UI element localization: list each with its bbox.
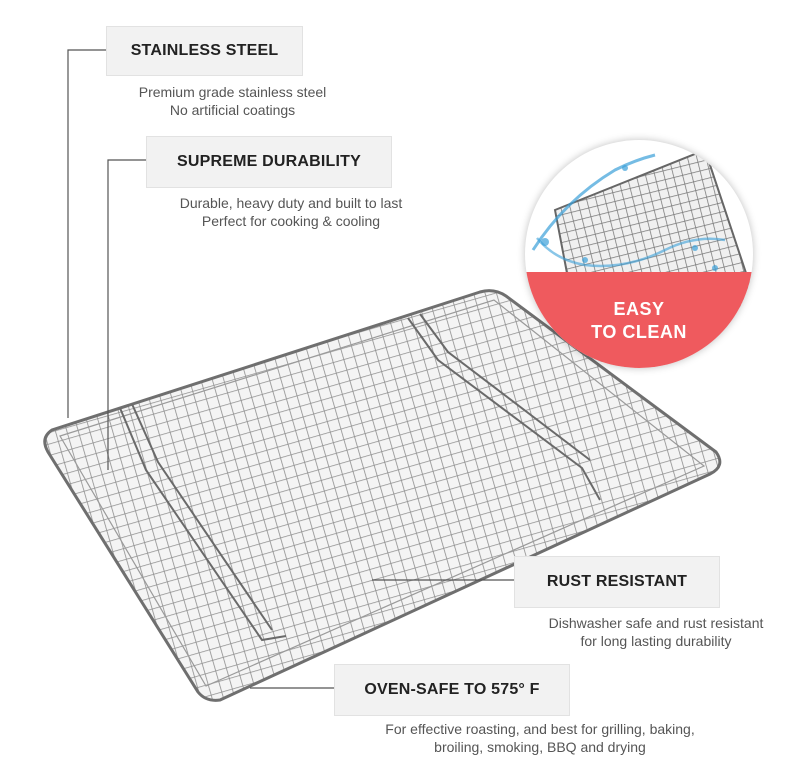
rust-resistant-label xyxy=(514,556,720,608)
badge-line1: EASY xyxy=(613,299,665,319)
rust-resistant-desc xyxy=(528,614,784,650)
supreme-durability-label xyxy=(146,136,392,188)
rust-resistant-line2: for long lasting durability xyxy=(580,633,732,649)
supreme-durability-line1: Durable, heavy duty and built to last xyxy=(179,195,403,211)
easy-to-clean-badge xyxy=(525,140,753,368)
badge-line2: TO CLEAN xyxy=(591,322,687,342)
rust-resistant-line1: Dishwasher safe and rust resistant xyxy=(548,615,764,631)
stainless-steel-title: STAINLESS STEEL xyxy=(130,42,279,59)
stainless-steel-line2: No artificial coatings xyxy=(169,102,296,118)
stainless-steel-desc xyxy=(110,83,355,119)
supreme-durability-desc xyxy=(160,194,422,230)
supreme-durability-title: SUPREME DURABILITY xyxy=(176,153,362,170)
oven-safe-line2: broiling, smoking, BBQ and drying xyxy=(434,739,646,755)
badge-text xyxy=(525,298,753,344)
oven-safe-label xyxy=(334,664,570,716)
rust-resistant-title: RUST RESISTANT xyxy=(546,573,688,590)
oven-safe-title: OVEN-SAFE TO 575° F xyxy=(364,681,540,698)
stainless-steel-line1: Premium grade stainless steel xyxy=(138,84,327,100)
oven-safe-line1: For effective roasting, and best for grilling, baking, xyxy=(385,721,695,737)
stainless-steel-label xyxy=(106,26,303,76)
supreme-durability-line2: Perfect for cooking & cooling xyxy=(201,213,381,229)
oven-safe-desc xyxy=(358,720,722,756)
